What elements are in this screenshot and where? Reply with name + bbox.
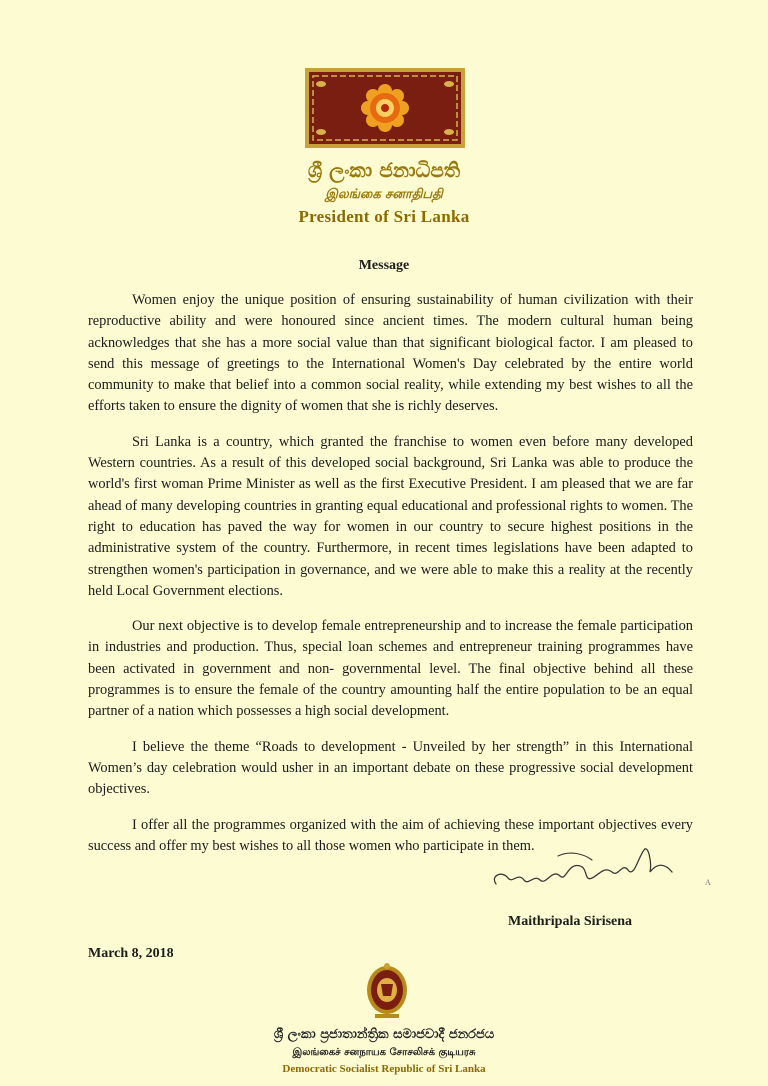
message-paragraph: I believe the theme “Roads to development - Unveiled by her strength” in this International Women’s day celebration would usher in an important debate on these progressive social development objectives. (88, 738, 693, 798)
footer-tamil: இலங்கைச் சனநாயக சோசலிசக் குடியரசு (292, 1047, 476, 1058)
letterhead-title-sinhala: ශ්‍රී ලංකා ජනාධිපති (307, 158, 461, 182)
letter-date: March 8, 2018 (88, 946, 174, 961)
message-paragraph: Our next objective is to develop female entrepreneurship and to increase the female participation in industries and production. Thus, special loan schemes and entrepreneur training programmes have been activated in government and non- governmental level. The final objective behind all these programmes is to ensure the female of the country amounting half the entire population to be an equal partner of a nation which possesses a high social development. (88, 618, 693, 720)
signature-image (488, 832, 688, 902)
letterhead-title-tamil: இலங்கை சனாதிபதி (325, 187, 443, 202)
margin-mark: A (705, 878, 711, 887)
presidential-flag-emblem-icon (305, 68, 465, 148)
letterhead-title-english: President of Sri Lanka (298, 207, 470, 226)
message-paragraph: I offer all the programmes organized with the aim of achieving these important objectives every success and offer my best wishes to all those women who participate in them. (88, 816, 693, 854)
message-body (88, 290, 693, 871)
message-heading: Message (358, 258, 410, 273)
signer-name: Maithripala Sirisena (508, 914, 633, 929)
message-paragraph: Sri Lanka is a country, which granted the franchise to women even before many developed Western countries. As a result of this developed social background, Sri Lanka was able to produce the world's first woman Prime Minister as well as the first Executive President. I am pleased that we are far ahead of many developing countries in granting equal educational and professional rights to women. The right to education has paved the way for women in our country to secure highest positions in the administrative system of the country. Furthermore, in recent times legislations have been adapted to strengthen women's participation in governance, and we were able to make this a reality at the recently held Local Government elections. (88, 433, 693, 599)
footer-english: Democratic Socialist Republic of Sri Lanka (282, 1063, 486, 1075)
message-paragraph: Women enjoy the unique position of ensuring sustainability of human civilization with their reproductive ability and were honoured since ancient times. The modern cultural human being acknowledges that she has a more social value than that significant biological factor. I am pleased to send this message of greetings to the International Women's Day celebrated by the entire world community to make that belief into a common social reality, while extending my best wishes to all the efforts taken to ensure the dignity of women that she is richly deserves. (88, 292, 693, 415)
national-emblem-icon (365, 960, 409, 1020)
footer-sinhala: ශ්‍රී ලංකා ප්‍රජාතාන්ත්‍රික සමාජවාදී ජනරජය (273, 1027, 495, 1042)
